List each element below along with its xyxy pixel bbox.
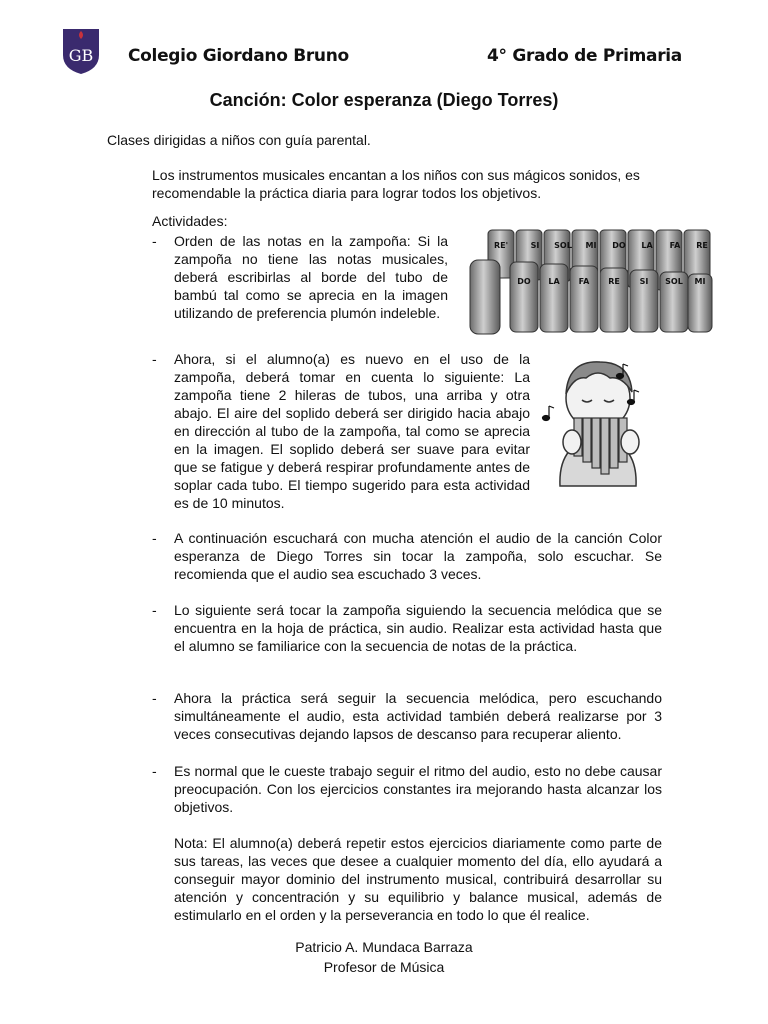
- list-dash: -: [152, 602, 157, 618]
- top-note-2: SI: [530, 241, 540, 250]
- top-note-8: RE: [696, 241, 708, 250]
- list-dash: -: [152, 530, 157, 546]
- activity-text: Es normal que le cueste trabajo seguir el ritmo del audio, esto no debe causar preocupación. Con los ejercicios constantes ira mejorando hasta alcanzar los objetivos.: [174, 763, 662, 815]
- top-note-6: LA: [641, 241, 653, 250]
- top-note-3: SOL: [554, 241, 572, 250]
- bottom-note-1: DO: [517, 277, 531, 286]
- grade-label: 4° Grado de Primaria: [487, 46, 682, 66]
- bottom-note-5: SI: [639, 277, 649, 286]
- top-note-7: FA: [669, 241, 681, 250]
- note-paragraph: Nota: El alumno(a) deberá repetir estos ejercicios diariamente como parte de sus tareas, las veces que desee a cualquier momento del día, ello ayudará a conseguir mayor dominio del instrumento musical, contribuirá desarrollar su atención y concentración y su equilibrio y balance musical, además de estimularlo en el orden y la perseverancia en todo lo que él realice.: [174, 835, 662, 923]
- top-note-4: MI: [585, 241, 597, 250]
- list-dash: -: [152, 233, 157, 249]
- logo-text: GB: [68, 46, 94, 65]
- activity-text: Lo siguiente será tocar la zampoña siguiendo la secuencia melódica que se encuentra en la hoja de práctica, sin audio. Realizar esta actividad hasta que el alumno se familiarice con la secuencia de notas de la práctica.: [174, 602, 662, 654]
- bottom-note-6: SOL: [665, 277, 683, 286]
- intro-text: Clases dirigidas a niños con guía parental.: [107, 132, 371, 148]
- bottom-note-7: MI: [694, 277, 706, 286]
- list-dash: -: [152, 351, 157, 367]
- child-playing-panpipe-image: [538, 346, 662, 488]
- list-dash: -: [152, 690, 157, 706]
- activity-text: Orden de las notas en la zampoña: Si la zampoña no tiene las notas musicales, deberá escribirlas al borde del tubo de bambú tal como se aprecia en la imagen utilizando de preferencia plumón indeleble.: [174, 233, 448, 321]
- bottom-note-4: RE: [608, 277, 620, 286]
- panpipe-image: [460, 222, 714, 342]
- activities-label: Actividades:: [152, 213, 228, 229]
- top-note-1: RE': [493, 241, 509, 250]
- top-note-5: DO: [612, 241, 626, 250]
- page-title: Canción: Color esperanza (Diego Torres): [209, 90, 559, 110]
- list-dash: -: [152, 763, 157, 779]
- activity-text: Ahora la práctica será seguir la secuencia melódica, pero escuchando simultáneamente el audio, esta actividad también deberá realizarse por 3 veces consecutivas dejando lapsos de descanso para recuperar aliento.: [174, 690, 662, 742]
- bottom-note-2: LA: [548, 277, 560, 286]
- activity-text: Ahora, si el alumno(a) es nuevo en el uso de la zampoña, deberá tomar en cuenta lo siguiente: La zampoña tiene 2 hileras de tubos, una arriba y otra abajo. El aire del soplido deberá ser dirigido hacia abajo en dirección al tubo de la zampoña, tal como se aprecia en la imagen. El soplido deberá ser suave para evitar que se fatigue y deberá respirar profundamente antes de soplar cada tubo. El tiempo sugerido para esta actividad es de 10 minutos.: [174, 351, 530, 511]
- activity-text: A continuación escuchará con mucha atención el audio de la canción Color esperanza de Diego Torres sin tocar la zampoña, solo escuchar. Se recomienda que el audio sea escuchado 3 veces.: [174, 530, 662, 582]
- intro-paragraph: Los instrumentos musicales encantan a los niños con sus mágicos sonidos, es recomendable la práctica diaria para lograr todos los objetivos.: [152, 167, 640, 201]
- signature-role: Profesor de Música: [323, 959, 445, 975]
- school-name: Colegio Giordano Bruno: [128, 46, 349, 66]
- bottom-note-3: FA: [578, 277, 590, 286]
- school-logo: [61, 25, 101, 75]
- signature-name: Patricio A. Mundaca Barraza: [295, 939, 473, 955]
